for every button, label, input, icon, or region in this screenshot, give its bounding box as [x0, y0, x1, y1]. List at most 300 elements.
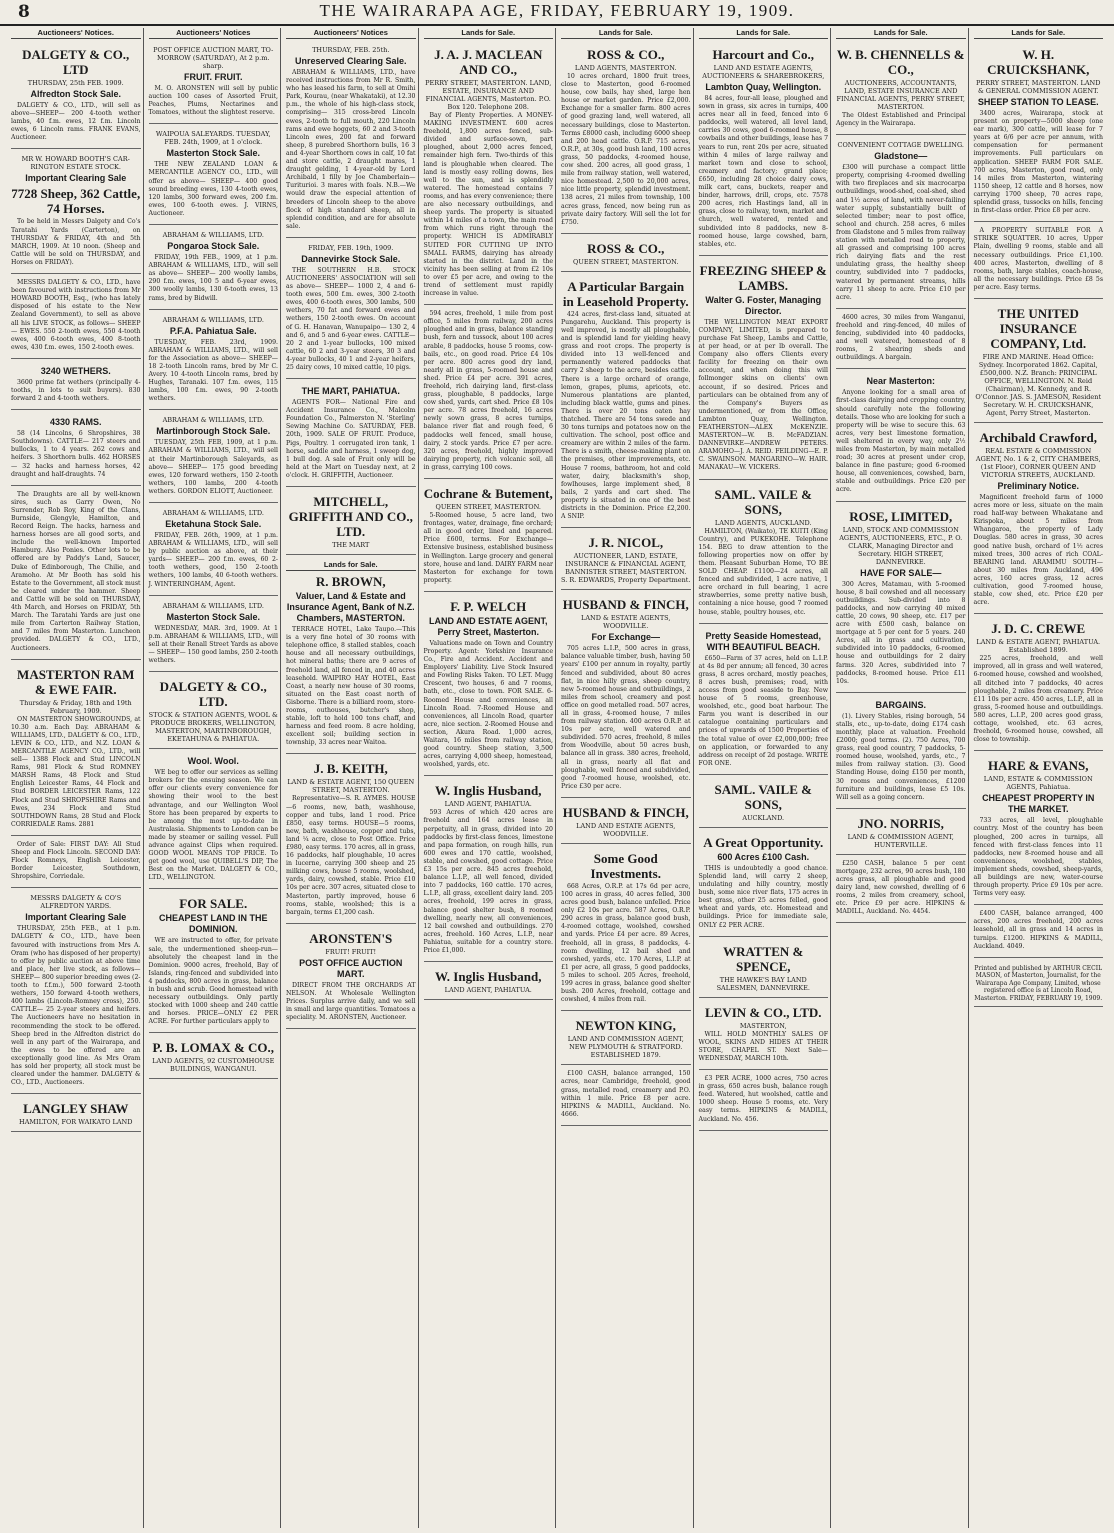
ad-body: [974, 227, 1104, 292]
ad-body-text: Magnificent freehold farm of 1000 acres more or less, situate on the main road half-way between Whakatane and Kirispoka, about 5 miles from Whangaroa, the property of Lady Douglas. 580 acres in grass, 30 acres good native bush, orchard of 1½ acres mixed trees, 300 acres of rich COAL-BEARING land. ARAMIMU SOUTH—about 30 miles from Auckland, 496 acres, 160 acres grass, 12 acres cultivation, good 7-roomed house, stable, cow shed, etc. Price £20 per acre.: [973, 493, 1103, 607]
advertisement: [561, 592, 691, 798]
advertisement: [974, 753, 1104, 905]
ad-body: [699, 95, 829, 249]
ad-body-text: £400 CASH, balance arranged, 400 acres, 200 acres freehold, 200 acres leasehold, all in grass and 14 acres in turnips. £1200. HIPKINS & MADILL, Auckland. 4049.: [973, 910, 1103, 950]
ad-body-text: THIS is undoubtedly a good chance. Splendid land, will carry 2 sheep, undulating and hilly country, mostly bush, some nice river flats, 175 acres in best grass, other 25 acres felled, good wheat and yards, etc. Homestead and buildings. Price for immediate sale, ONLY £2 PER ACRE.: [698, 864, 828, 929]
ad-body-text: WE are instructed to offer, for private sale, the undermentioned sheep-run—absolutely the cheapest land in the Dominion. 9000 acres, freehold, Bay of Islands, ring-fenced and subdivided into 4 paddocks, 800 acres in grass, balance in bush and scrub. Good homestead with necessary outbuildings. Only partly stocked with 1000 sheep and 240 cattle and horses. PRICE—ONLY £2 PER ACRE. For further particulars apply to: [148, 937, 278, 1026]
ad-subheading: Masterton Stock Sale.: [166, 148, 261, 159]
ad-subline: LAND & COMMISSION AGENT, HUNTERVILLE.: [847, 832, 954, 849]
column-8: [971, 28, 1107, 1528]
column-rule: [693, 28, 694, 1528]
ad-body-text: 594 acres, freehold, 1 mile from post office, 5 miles from railway, 200 acres ploughed and in grass, balance standing bush, fern and tussock, about 100 acres arable, 8 paddocks, house 5 rooms, cow-bails, etc., on good road. Price £4 10s per acre. 800 acres good dry land, nearly all in grass, 5-roomed house and shed. Price £4 per acre. 391 acres, freehold, rich dairying land, first-class grass, ploughable, 8 paddocks, large cow shed, yards, cart shed. Price £8 10s per acre. 78 acres freehold, 16 acres newly sown grass, 8 acres turnips, balance river flat and rough feed, 6 paddocks well fenced, small house, dairy, 2 stock yards. Price £7 per acre. 320 acres, freehold, highly improved dairying property, rich volcanic soil, all in grass, carrying 100 cows.: [423, 310, 553, 471]
ad-subline: LAND & ESTATE AGENT, PAHIATUA. Established 1899.: [976, 638, 1101, 655]
ad-subheading: Lambton Quay, Wellington.: [705, 82, 822, 92]
ad-subheading: SHEEP STATION TO LEASE.: [977, 97, 1099, 107]
ad-subheading: CHEAPEST PROPERTY IN THE MARKET.: [982, 793, 1095, 815]
advertisement: [11, 276, 141, 359]
ad-body: [424, 809, 554, 955]
ad-headline: Some Good Investments.: [590, 850, 661, 881]
ad-body: [699, 528, 829, 617]
advertisement: [974, 907, 1104, 957]
advertisement: [11, 361, 141, 410]
ad-body-text: 3600 prime fat wethers (principally 4-tooths, in lots to suit buyers). 830 forward 2 and 4-tooth wethers.: [11, 378, 141, 403]
advertisement: [974, 224, 1104, 299]
ad-body: [11, 279, 141, 352]
ad-subheading: Near Masterton:: [866, 376, 935, 387]
advertisement: [974, 42, 1104, 222]
ad-headline: ROSS & CO.,: [587, 47, 665, 62]
ad-subline: FIRE AND MARINE. Head Office: Sydney. Incorporated 1862. Capital, £500,000. N.Z. Branch: PRINCIPAL OFFICE, WELLINGTON. N. Reid (Chairman), M. Kennedy, and R. O'Connor. JAS. S. JAMESON, Resident Secretary. W. H. CRUICKSHANK, Agent, Perry Street, Masterton.: [975, 352, 1102, 417]
advertisement: [561, 42, 691, 234]
ad-headline: MITCHELL, GRIFFITH AND CO., LTD.: [288, 494, 413, 540]
ad-body-text: DALGETY & CO., LTD., will sell as above—SHEEP— 200 4-tooth wether lambs, 40 f.m. ewes, 12 f.m. Lincoln ewes, 6 Lincoln rams. FRANK EVANS, Auctioneer.: [11, 102, 141, 142]
ad-body: [836, 389, 966, 494]
advertisement: [286, 240, 416, 379]
advertisement: [561, 1067, 691, 1126]
column-7: [833, 28, 969, 1528]
ad-subheading: For Exchange—: [591, 632, 660, 643]
advertisement: [286, 42, 416, 238]
ad-body: [699, 655, 829, 768]
ad-subline: ABRAHAM & WILLIAMS, LTD.: [162, 416, 264, 425]
column-5: [558, 28, 694, 1528]
ad-body-text: 300 Acres, Matamau, with 5-roomed house, 8 bail cowshed and all necessary outbuildings. Sub-divided into 8 paddocks, and now carrying 40 mixed cattle, 20 cows, 90 sheep, etc. £17 per acre with £500 cash, balance on mortgage at 5 per cent for 5 years. 240 Acres, all in grass and cultivation, subdivided into 10 paddocks, 6-roomed house and outbuildings for 2 dairy farms. 320 Acres, subdivided into 7 paddocks, 8-roomed house. Price £11 10s.: [836, 580, 966, 685]
ad-headline: J. R. NICOL,: [588, 535, 664, 551]
ad-body: [561, 645, 691, 791]
ad-subheading: Important Clearing Sale: [25, 173, 127, 184]
ad-body: [561, 1070, 691, 1119]
ad-subline: THURSDAY, FEB. 25th.: [312, 46, 390, 54]
ad-subline: LAND AND COMMISSION AGENT, NEW PLYMOUTH & STRATFORD. ESTABLISHED 1879.: [567, 1035, 684, 1060]
ad-body-text: AGENTS FOR— National Fire and Accident Insurance Co., Malcolm Foundation Co., Palmerston N. 'Sterling' Sewing Machine Co. SATURDAY, FEB. 20th, 1909. SALE OF FRUIT. Produce, Pigs, Poultry. 1 corrugated iron tank, 1 horse, saddle and harness, 1 sweep dog, 1 bull dog. A sale of Fruit only will be held at the Mart on Tuesday next, at 2 o'clock. H. GRIFFITH, Auctioneer.: [286, 399, 416, 479]
ad-body-text: Valuations made on Town and Country Property. Agent: Yorkshire Insurance Co., Fire and Accident. Accident and Employers' Liability. Live Stock Insured and Fowling Risks Taken. TO LET. Mugg Crescent, two houses, 6 and 7 rooms, bath, etc., close to town. FOR SALE. 6-Roomed House and conveniences, all Lincoln Road. 7-Roomed House and conveniences, all Lincoln Road, quarter acre, nice section. 2-Roomed House and section, Akura Road. 1,000 acres, Waitara, 16 miles from railway station, good country. Sheep station, 3,500 acres, carrying 4,000 sheep, homestead, woolshed, yards, etc.: [423, 639, 553, 769]
ad-subline: LAND AGENTS, MASTERTON.: [574, 64, 677, 72]
advertisement: [11, 412, 141, 486]
column-heading: Lands for Sale.: [699, 28, 829, 39]
ad-body-text: The Draughts are all by well-known sires, such as Garry Owen, No Surrender, Rob Roy, King of the Clans, Burnside, Glengyle, Hamilton, and Record Reign. The hacks, harness and harness horses are all good sorts, and include the well-known Imported Hamburg. Also Ponies. Other lots to be offered are by Paddy's Land, Saucer, Duke of Edinborough, The Chilie, and Aramoho. At Mr Booth has sold his Estate to the Government, all stock must be cleared under the hammer. Sheep and Cattle will be sold on THURSDAY, 4th March, and Horses on FRIDAY, 5th March. The Taratahi Yards are just one mile from Carterton Railway Station, and 7 miles from Masterton. Luncheon provided. DALGETY & CO., LTD., Auctioneers.: [11, 490, 141, 652]
ad-body: [149, 85, 279, 117]
advertisement: [149, 751, 279, 889]
ad-body: [11, 841, 141, 881]
advertisement: [149, 1035, 279, 1079]
ad-headline: MASTERTON RAM & EWE FAIR.: [17, 666, 135, 697]
advertisement: [424, 964, 554, 1000]
advertisement: [974, 960, 1104, 1008]
ad-body-text: THURSDAY, 25th FEB., at 1 p.m. DALGETY & CO., LTD., have been favoured with instructions from Mrs A. Oram (who has disposed of her property) to offer by public auction at above time and place, her live stock, as follows— SHEEP— 800 superior breeding ewes (2-tooth to f.f.m.), 500 forward 2-tooth wethers, 150 forward 4-tooth wethers, 400 lambs (Lincoln-Romney cross), 250. CATTLE— 25 2-year steers and heifers. The Auctioneers have no hesitation in recommending the stock to be offered. Sheep bred in the Alfredton district do well in any part of the Wairarapa, and the ewes to be offered are an exceptionally good line. As Mrs Oram has sold her property, all stock must be cleared under the hammer. DALGETY & CO., LTD., Auctioneers.: [11, 925, 141, 1087]
ad-body: [424, 512, 554, 585]
ad-body: [149, 254, 279, 303]
ad-body-text: Bay of Plenty Properties. A MONEY-MAKING INVESTMENT. 600 acres freehold, 1,800 acres fenced, sub-divided and surface-sown, part ploughed, about 2,000 acres fenced, remainder high fern. Two-thirds of this land is ploughable when cleared. The land is mostly easy rolling downs, lies well to the sun, and is splendidly watered. The homestead contains 7 rooms, and has every convenience; there are also necessary outbuildings, and sheep yards. The property is situated within 14 miles of a town, the main road from which runs right through the property. WHICH IS ADMIRABLY SUITED FOR CUTTING UP INTO SMALL FARMS, dairying has already started in the district. Land in the vicinity has been selling at from £2 10s to over £5 per acre, and owing to the trend of settlement must rapidly increase in value.: [423, 112, 553, 298]
ad-headline: WRATTEN & SPENCE,: [723, 943, 804, 974]
ad-body-text: £3 PER ACRE, 1000 acres, 750 acres in grass, 650 acres bush, balance rough feed. Watered, hut woolshed, cattle and 1000 sheep. House 5 rooms, etc. Very easy terms. HIPKINS & MADILL, Auckland. No. 456.: [698, 1075, 828, 1123]
advertisement: [699, 42, 829, 256]
section-heading: Lands for Sale.: [286, 560, 416, 571]
ad-subheading: CHEAPEST LAND IN THE DOMINION.: [158, 913, 268, 935]
advertisement: [561, 236, 691, 272]
ad-body-text: 668 Acres, O.R.P. at 17s 6d per acre, 100 acres in grass, 40 acres felled, 300 acres good bush, balance unfelled. Price only £2 10s per acre. 587 Acres, O.R.P. 290 acres in grass, balance good bush, 4-roomed cottage, woolshed, cowshed and yards. Price £4 per acre. 89 Acres, freehold, all in grass, 8 paddocks, 4-room dwelling, 12 bail shed and cowshed, yards, etc. 170 Acres, L.I.P. at £1 per acre, all grass, 5 good paddocks, 5 miles to school. 205 Acres, freehold, 199 acres in grass, balance good shelter bush. 200 Acres, freehold, cottage and cowshed, 4 miles from rail.: [561, 882, 691, 1004]
ad-body: [286, 399, 416, 480]
ad-body-text: FRIDAY, 19th FEB., 1909, at 1 p.m. ABRAHAM & WILLIAMS, LTD., will sell as above— SHEEP— 200 woolly lambs, 290 f.m. ewes, 100 5 and 6-year ewes, 300 woolly lambs, 130 6-tooth ewes, 13 rams, bred by Bidwill.: [148, 254, 278, 302]
ad-headline: Archibald Crawford,: [979, 429, 1097, 445]
ad-subline: POST OFFICE AUCTION MART, TO-MORROW (SATURDAY), At 2 p.m. sharp.: [153, 46, 274, 70]
advertisement: [699, 626, 829, 775]
ad-body: [836, 860, 966, 917]
ad-body: [149, 625, 279, 665]
ad-subline: Thursday & Friday, 18th and 19th February, 1909.: [19, 698, 132, 715]
ad-body: [974, 494, 1104, 607]
ad-body-text: 705 acres L.I.P., 500 acres in grass, balance valuable timber, bush, having 50 years' £100 per annum in royalty, partly fenced and subdivided, about 80 acres flat, in nice hilly grass, sheep country, new 5-roomed house and outbuildings, 2 miles from school, creamery and post office on good metalled road. 507 acres, all in grass, 4-roomed house, 7 miles from railway station. 400 acres O.R.P. at 10s per acre, well watered and subdivided. 570 acres, freehold, 8 miles from Woodville, about 50 acres bush, balance all in grass. 380 acres, freehold, all in grass, nearly all flat and ploughable, well fenced and subdivided, good 7-roomed house, woolshed, etc. Price £30 per acre.: [561, 645, 691, 790]
ad-subline: REAL ESTATE & COMMISSION AGENT, No. 1 & 2, CITY CHAMBERS, (1st Floor), CORNER QUEEN AND VICTORIA STREETS, AUCKLAND.: [975, 446, 1101, 479]
column-3: [283, 28, 419, 1528]
advertisement: [11, 662, 141, 836]
ad-subheading: LAND AND ESTATE AGENT, Perry Street, Masterton.: [429, 615, 548, 637]
ad-body: [286, 69, 416, 231]
ad-body-text: £300 will purchase a compact little property, comprising 4-roomed dwelling with two fireplaces and six macrocarpa outbuildings, wood-shed, coal-shed, shed and 1½ acres of land, with never-failing water supply, substantially built of selected timber; near to post office, school and church. 258 acres, 6 miles from Gladstone and 5 miles from railway station with metalled road to property, all grassed and comprising 100 acres rich dairying flats and the rest undulating grass, the healthy sheep country, subdivided into 7 paddocks, watered by permanent streams, hills carry 11 sheep to acre. Price £10 per acre.: [836, 164, 966, 301]
ad-subline: HAMILTON, FOR WAIKATO LAND: [19, 1118, 133, 1127]
ad-subheading: Pongaroa Stock Sale.: [167, 241, 260, 252]
ad-body-text: £100 CASH, balance arranged, 150 acres, near Cambridge, freehold, good grass, metalled road, creamery and P.O. within 1 mile. Price £8 per acre. HIPKINS & MADILL, Auckland. No. 4666.: [561, 1070, 691, 1118]
advertisement: [424, 481, 554, 592]
ad-subline: LAND AND ESTATE AGENTS, AUCTIONEERS & SHAREBROKERS,: [702, 64, 825, 80]
ad-body-text: To be held in Messrs Dalgety and Co's Taratahi Yards (Carterton), on THURSDAY & FRIDAY, 4th and 5th MARCH, 1909. At 10 noon. (Sheep and Cattle will be sold on THURSDAY, and Horses on FRIDAY).: [11, 218, 141, 266]
advertisement: [561, 530, 691, 590]
ad-body-text: 424 acres, first-class land, situated at Pungarehu, Auckland. This property is well improved, is mostly all ploughable, and is splendid land for yielding heavy grass and root crops. The property is divided into 13 well-fenced and permanently watered paddocks that carry 2 sheep to the acre, besides cattle. There is a large orchard of orange, lemon, grapes, plums, apricots, etc. Numerous plantations are planted, including black wattle, gums and pines. There is over 20 tons oaten hay thatched. There are 54 tons swede and 30 tons turnips and potatoes now on the cultivation. The school, post office and creamery are within 2 miles of the farm. There is a smith, cheese-making plant on the premises, other improvements, etc. House 7 rooms, bathroom, hot and cold water, dairy, blacksmith's shop, fowlhouses, large implement shed, 8 bails, 2 yards and cart shed. The property is situated in one of the best districts in the Dominion. Price £2,200. A SNIP.: [561, 310, 691, 521]
advertisement: [424, 778, 554, 962]
advertisement: [424, 594, 554, 777]
ad-subline: MR W. HOWARD BOOTH'S CAR-RINGTON ESTATE STOCK.: [21, 155, 130, 172]
ad-subheading: Valuer, Land & Estate and Insurance Agent, Bank of N.Z. Chambers, MASTERTON.: [286, 591, 415, 624]
advertisement: [836, 311, 966, 370]
column-2: [146, 28, 282, 1528]
ad-subline: PERRY STREET, MASTERTON. LAND, ESTATE, INSURANCE AND FINANCIAL AGENTS, Masterton. P.O. Box 120. Telephone 208.: [425, 79, 552, 111]
ad-body-text: Representative—S. R. AYMES. HOUSE—6 rooms, new, bath, washhouse, copper and tubs, land 1 rood. Price £850, easy terms. HOUSE—5 rooms, new, bath, washhouse, copper and tubs, land ¼ acre, close to Post Office. Price £980, easy terms. 170 acres, all in grass, 16 paddocks, half ploughable, 10 acres in lucerne, carrying 300 sheep and 25 milking cows, house 5 rooms, woolshed, yards, dairy, cowshed, stable. Price £10 10s per acre. 307 acres, situated close to Masterton, partly improved, house 6 rooms, stable, woolshed; this is a bargain, terms £1,200 cash.: [286, 795, 416, 916]
ad-subline: PERRY STREET, MASTERTON. LAND & GENERAL COMMISSION AGENT.: [976, 79, 1101, 95]
ad-subheading: Walter G. Foster, Managing Director.: [705, 294, 822, 316]
ad-body: [836, 314, 966, 363]
ad-body: [11, 491, 141, 653]
masthead: [0, 0, 1114, 26]
ad-subline: FRIDAY, FEB. 19th, 1909.: [308, 243, 394, 252]
advertisement: [286, 557, 416, 754]
column-rule: [143, 28, 144, 1528]
ad-body: [561, 883, 691, 1004]
ad-body: [424, 112, 554, 298]
ad-headline: DALGETY & CO., LTD.: [159, 679, 267, 710]
ad-headline: HUSBAND & FINCH,: [562, 597, 689, 613]
advertisement: [836, 695, 966, 809]
ad-body-text: The Oldest Established and Principal Agency in the Wairarapa.: [836, 112, 966, 128]
ad-body-text: WILL HOLD MONTHLY SALES OF WOOL, SKINS AND HIDES AT THEIR STORE, CHAPEL ST. Next Sale— WEDNESDAY, MARCH 10th.: [698, 1030, 828, 1062]
advertisement: [699, 258, 829, 480]
ad-body-text: 84 acres, four-all lease, ploughed and sown in grass, six acres in turnips, 400 acres near all in feed, fenced into 6 paddocks, well watered, all level land, carries 30 cows, good 6-roomed house, 8 cowbails and other buildings, lease has 7 years to run, rent 20s per acre, situated within 4 miles of large railway and market town and close to school, creamery and factory; grand place; £650, including 28 choice dairy cows, milk cart, cans, buckets, reaper and binder, harrows, drill, crops, etc. 7578 200 acres, rich Hastings land, all in grass, close to railway, town, market and church, well watered, rented and subdivided into 8 paddocks, new 8-roomed house, large cowshed, barn, stables, etc.: [698, 95, 828, 248]
ad-subheading: P.F.A. Pahiatua Sale.: [169, 325, 257, 336]
ad-headline: A Particular Bargain in Leasehold Property.: [562, 278, 689, 309]
ad-body: [699, 319, 829, 473]
ad-headline: LANGLEY SHAW: [23, 1101, 129, 1117]
ad-body-text: M. O. ARONSTEN will sell by public auction 100 cases of Assorted Fruit, Peaches, Plums, Nectarines and Tomatoes, without the slightest reserve.: [148, 85, 278, 117]
ad-body: [149, 937, 279, 1026]
advertisement: [699, 830, 829, 937]
ad-body: [149, 161, 279, 218]
ad-body-text: Order of Sale: FIRST DAY: All Stud Sheep and Flock Lincoln. SECOND DAY: Flock Romneys, English Leicester, Border Leicester, Southdown, Shropshire, Corriedale.: [11, 840, 141, 881]
ad-headline: J. A. J. MACLEAN AND CO.,: [434, 47, 543, 77]
ad-body-text: WEDNESDAY, MAR. 3rd, 1909. At 1 p.m. ABRAHAM & WILLIAMS, LTD., will sell at their Renall Street Yards as above— SHEEP— 150 good lambs, 250 2-tooth wethers.: [148, 624, 278, 665]
ad-body-text: 225 acres, freehold, and well improved, all in grass and well watered, 6-roomed house, cowshed and woolshed, all ditched into 7 paddocks, 40 acres ploughable, 2 miles from creamery. Price £11 10s per acre. 450 acres, L.I.P., all in grass, 5-roomed house and outbuildings. 580 acres, L.I.P., 200 acres good grass, cottage, woolshed, etc. 63 acres, freehold, 6-roomed house, cowshed, all close to township.: [973, 655, 1103, 744]
ad-headline: FOR SALE.: [179, 896, 248, 912]
advertisement: [149, 312, 279, 411]
advertisement: [149, 891, 279, 1033]
ad-subline: THURSDAY, 25th FEB. 1909.: [27, 79, 124, 87]
ad-body: [149, 339, 279, 404]
ad-body-text: MESSRS DALGETY & CO., LTD., have been favoured with instructions from Mr HOWARD BOOTH, Esq., (who has lately disposed of his estate to the New Zealand Government), to sell as above all his LIVE STOCK, as follows— SHEEP— EWES. 550 2-tooth ewes, 550 4-tooth ewes, 400 6-tooth ewes, 400 8-tooth ewes, 430 f.m. ewes, 150 2-tooth ewes.: [11, 279, 141, 351]
ad-body-text: 10 acres orchard, 1800 fruit trees, close to Masterton, good 6-roomed house, cow bails, hay shed, large hen house or market garden. Price £2,000. Exchange for a smaller farm. 800 acres of good grazing land, well watered, all necessary buildings, close to Masterton. Terms £8000 cash, including 6000 sheep and 200 head cattle. O.R.P. 715 acres, O.R.P., at 30s, good bush land, 100 acres grass, 50 paddocks, 4-roomed house, cow shed. 200 acres, all good grass, 1 mile from railway station, well watered, nice homestead. 2,500 to 20,000 acres, nice little property, splendid investment. 138 acres, 21 miles from township, 100 acres grass, fenced, now being run as private dairy factory. Will sell the lot for £750.: [561, 73, 691, 226]
ad-subline: QUEEN STREET, MASTERTON.: [573, 257, 679, 266]
ad-subheading: Eketahuna Stock Sale.: [165, 519, 262, 529]
column-6: [696, 28, 832, 1528]
ad-body: [11, 218, 141, 267]
ad-body: [11, 102, 141, 142]
advertisement: [561, 800, 691, 844]
ad-body: [11, 430, 141, 479]
advertisement: [836, 42, 966, 135]
column-rule: [280, 28, 281, 1528]
column-rule: [418, 28, 419, 1528]
ad-headline: SAML. VAILE & SONS,: [714, 486, 812, 517]
ad-subline: STOCK & STATION AGENTS, WOOL & PRODUCE BROKERS, WELLINGTON, MASTERTON, MARTINBOROUGH, EKETAHUNA & PAHIATUA.: [148, 711, 278, 744]
ad-body: [11, 925, 141, 1087]
advertisement: [286, 489, 416, 555]
ad-headline: FREEZING SHEEP & LAMBS.: [699, 262, 827, 293]
advertisement: [286, 926, 416, 1029]
ad-subline: LAND AGENT, PAHIATUA.: [444, 986, 532, 995]
ad-headline: Harcourt and Co.,: [712, 47, 815, 62]
column-heading: Auctioneers' Notices: [149, 28, 279, 39]
advertisement: [286, 381, 416, 487]
advertisement: [149, 412, 279, 503]
ad-subheading: Dannevirke Stock Sale.: [301, 253, 401, 264]
ad-body-text: £250 CASH, balance 5 per cent mortgage, 232 acres, 90 acres bush, 180 acres grass, all ploughable and good dairy land, new cowshed, dwelling of 6 rooms, 2 miles from creamery, school, etc. Price £9 per acre. HIPKINS & MADILL, Auckland. No. 4454.: [836, 859, 966, 916]
ad-body: [836, 713, 966, 802]
ad-subline: AUCTIONEERS, ACCOUNTANTS, LAND, ESTATE INSURANCE AND FINANCIAL AGENTS, PERRY STREET, MASTERTON.: [836, 79, 965, 111]
ad-headline: Cochrane & Butement,: [423, 486, 553, 502]
ad-subheading: FRUIT. FRUIT.: [184, 72, 243, 82]
ad-body-text: (1). Livery Stables, rising borough, 54 stalls, etc., up-to-date, doing £174 cash monthly, place at valuation. Freehold £2000; good terms. (2). 750 Acres, 700 grass, real good country, 7 paddocks, 5-roomed house, woolshed, yards, etc., 7 miles from railway station. (3). Good Standing House, doing £150 per month, 30 rooms and conveniences, £1200 furniture and buildings, lease £5 10s. Will sell as a going concern.: [836, 712, 966, 801]
ad-body-text: 733 acres, all level, ploughable country. Most of the country has been ploughed, 200 acres in turnips, all fenced with first-class fences into 11 paddocks, new 8-roomed house and all conveniences, woolshed, stables, implement sheds, cowshed, sheep-yards, all buildings are new, water-course through property. Price £9 10s per acre. Terms very easy.: [973, 817, 1103, 898]
advertisement: [836, 857, 966, 924]
ad-subheading: HAVE FOR SALE—: [860, 567, 942, 578]
ad-subline: ABRAHAM & WILLIAMS, LTD.: [162, 231, 264, 240]
ad-body-text: DIRECT FROM THE ORCHARDS AT NELSON. At Wholesale Wellington Prices. Surplus arrive daily, and we sell in small and large quantities. Tomatoes a speciality. M. ARONSTEN, Auctioneer.: [286, 981, 416, 1022]
ad-headline: A Great Opportunity.: [703, 834, 824, 850]
ad-subline: ABRAHAM & WILLIAMS, LTD.: [162, 315, 264, 324]
ad-subline: LAND, ESTATE & COMMISSION AGENTS, Pahiatua.: [983, 775, 1093, 792]
ad-headline: W. Inglis Husband,: [435, 783, 542, 799]
advertisement: [149, 598, 279, 672]
advertisement: [11, 838, 141, 888]
ad-body: [11, 379, 141, 403]
ad-body: [974, 817, 1104, 898]
ad-body-text: HAMILTON, (Waikato), TE KUITI (King Country), and PUKEKOHE. Telephone 154. BEG to draw attention to the following properties now on offer by them. Pleasant Suburban Home, TO BE SOLD CHEAP. £1100—24 acres, all fenced and subdivided, 1 acre native, 1 acre orchard in full bearing, 1 acre strawberries, some pretty native bush, containing a nice house, good 7 roomed house, stable, poultry houses, etc.: [698, 527, 828, 616]
ad-subheading: BARGAINS.: [875, 699, 926, 710]
ad-headline: DALGETY & CO., LTD: [22, 47, 130, 77]
column-heading: Lands for Sale.: [424, 28, 554, 39]
advertisement: [149, 126, 279, 225]
column-heading: Lands for Sale.: [836, 28, 966, 39]
ad-body: [699, 865, 829, 930]
ad-body: [836, 581, 966, 686]
ad-headline: HARE & EVANS,: [987, 758, 1089, 774]
ad-body: [286, 982, 416, 1022]
ad-subline: AUCTIONEER, LAND, ESTATE, INSURANCE & FINANCIAL AGENT, BANNISTER STREET, MASTERTON. S. R. EDWARDS, Property Department.: [561, 552, 691, 585]
ad-body-text: TUESDAY, 25th FEB, 1909, at 1 p.m. ABRAHAM & WILLIAMS, LTD., will sell at their Martinborough Saleyards, as above— SHEEP— 175 good breeding ewes, 120 forward wethers, 150 2-tooth wethers, 100 lambs, 200 4-tooth wethers. GORDON ELIOTT, Auctioneer.: [148, 439, 278, 495]
ad-body: [11, 716, 141, 829]
ad-body: [149, 769, 279, 882]
ad-subline: LAND & ESTATE AGENTS, WOODVILLE.: [581, 614, 671, 631]
ad-body-text: 593 Acres of which 420 acres are freehold and 164 acres lease in perpetuity, all in grass, divided into 20 paddocks by first-class fences, limestone and papa formation, on rough hills, run 600 ewes and 170 cattle, woolshed, stable, and cowshed, good cottage. Price £3 15s per acre. 845 acres freehold, balance L.I.P., all well fenced, divided into 7 paddocks, 160 cattle. 170 acres, L.I.P., all grass, excellent dairy land. 205 acres, freehold, 199 acres in grass, balance good shelter bush, 8 roomed dwelling, nearly new, all conveniences, 12 bail cowshed and outbuildings. 270 acres, freehold. 160 Acres, L.I.P., near Pahiatua, suitable for a country store. Price £1,000.: [423, 809, 553, 954]
ad-subline: THE HAWKE'S BAY LAND SALESMEN, DANNEVIRKE.: [716, 975, 810, 992]
ad-headline: ROSS & CO.,: [587, 240, 665, 256]
ad-body: [699, 1031, 829, 1063]
advertisement: [11, 890, 141, 1094]
advertisement: [699, 1000, 829, 1070]
ad-subheading: 3240 WETHERS.: [40, 365, 111, 376]
advertisement: [836, 504, 966, 693]
column-heading: Auctioneers' Notices: [286, 28, 416, 39]
ad-body-text: ON MASTERTON SHOWGROUNDS, at 10.30 a.m. Each Day. ABRAHAM & WILLIAMS, LTD., DALGETY & CO., LTD., LEVIN & CO., LTD., and N.Z. LOAN & MERCANTILE AGENCY CO., LTD., will sell— 1388 Flock and Stud LINCOLN Rams, 981 Flock & Stud ROMNEY MARSH Rams, 48 Flock and Stud English Leicester Rams, 44 Flock and Stud BORDER LEICESTER Rams, 122 Flock and Stud SHROPSHIRE Rams and Ewes, 234 Flock and Stud SOUTHDOWN Rams, 28 Stud and Flock CORRIEDALE Rams. 2881: [11, 715, 141, 828]
advertisement: [836, 137, 966, 309]
ad-subline: LAND AGENTS, 92 CUSTOMHOUSE BUILDINGS, WANGANUI.: [152, 1057, 275, 1074]
ad-body-text: A PROPERTY SUITABLE FOR A STRIKE SQUATTER. 10 acres, Upper Plain, dwelling 9 rooms, stable and all necessary outbuildings. Price £1,100. 400 acres, Masterton, dwelling of 8 rooms, bath, large stables, coach-house, all the necessary buildings. Price £8 5s per acre. Easy terms.: [973, 227, 1103, 291]
advertisement: [561, 274, 691, 528]
ad-body: [286, 267, 416, 372]
ad-body-text: ABRAHAM & WILLIAMS, LTD., have received instructions from Mr R. Smith, who has leased his farm, to sell at Omihi Park, Kourau, (near Whakataki), at 12.30 p.m., the whole of his high-class stock, comprising— 315 cross-bred Lincoln ewes, 2-tooth to full mouth, 220 Lincoln rams and ewe hoggets, 60 2 and 3-tooth Lincoln ewes, 200 fat and forward sheep, 8 purebred Shorthorn bulls, 16 3 and 4-year Shorthorn cows in calf, 10 fat and store cattle, 2 draught mares, 1 draught gelding, 1 4-year-old by Lord Archibald, 1 filly by Joe Chamberlain—Turiturioi. 3 mares with foals. N.B.—We would draw the especial attention of breeders of Lincoln sheep to the above flock of high standard sheep, all in splendid condition, and are for absolute sale.: [286, 69, 416, 230]
ad-headline: THE UNITED INSURANCE COMPANY, Ltd.: [990, 305, 1087, 351]
ad-subline: AUCKLAND.: [742, 813, 785, 822]
ad-body: [836, 112, 966, 128]
column-4: [421, 28, 557, 1528]
advertisement: [699, 482, 829, 624]
ad-subheading: Alfredton Stock Sale.: [30, 89, 122, 99]
ad-headline-secondary: 7728 Sheep, 362 Cattle, 74 Horses.: [11, 186, 141, 217]
column-1: [8, 28, 144, 1528]
advertisement: [836, 811, 966, 855]
ad-headline: J. D. C. CREWE: [991, 621, 1086, 637]
ad-subline: LAND AGENT, PAHIATUA.: [444, 800, 532, 809]
advertisement: [699, 777, 829, 828]
ad-body: [149, 439, 279, 496]
ad-body: [286, 626, 416, 747]
column-heading: Lands for Sale.: [561, 28, 691, 39]
ad-subline: MASTERTON,: [739, 1021, 787, 1030]
ad-body: [836, 164, 966, 302]
ad-subline: MESSRS DALGETY & CO'S ALFREDTON YARDS.: [30, 894, 122, 911]
ad-body: [974, 910, 1104, 950]
ad-body: [974, 655, 1104, 744]
newspaper-title: THE WAIRARAPA AGE, FRIDAY, FEBRUARY 19, 1909.: [319, 1, 795, 20]
advertisement: [974, 301, 1104, 423]
ad-headline: ARONSTEN'S: [309, 930, 393, 946]
ad-subheading: THE MART, PAHIATUA.: [301, 386, 400, 397]
advertisement: [11, 42, 141, 149]
ad-body: [974, 110, 1104, 215]
ad-body: [561, 311, 691, 521]
advertisement: [11, 488, 141, 660]
ad-body-text: £650—Farm of 37 acres, held on L.I.P. at 4s 8d per annum; all fenced, 30 acres grass, 8 acres orchard, mostly peaches, 8 acres bush, premises; road, with access from good seaside to Bay. New house of 5 rooms, greenhouse, woolshed, etc., good boat harbour. The Farm you want is described in our catalogue containing particulars and prices of upwards of 1500 Properties of the total value of over £2,000,000; free on application, or forwarded to any address on receipt of 2d postage. WRITE FOR ONE.: [698, 654, 828, 767]
advertisement: [561, 846, 691, 1011]
ad-body-text: WE beg to offer our services as selling brokers for the ensuing season. We can offer our clients every convenience for showing their wool to the best advantage, and our Wellington Wool Store has been prepared by experts to be among the most up-to-date in Australasia. Shipments to London can be made by steamer or sailing vessel. Full advance against Clips when required. GOOD WOOL MEANS TOP PRICE. To get good wool, use QUIBELL'S DIP, The Best on the Market. DALGETY & CO., LTD., WELLINGTON.: [148, 769, 278, 882]
ad-body-text: Anyone looking for a small area of first-class dairying and cropping country, should carefully note the following details. Those who are looking for such a property will be wise to secure this. 63 acres, very best limestone formation, well sheltered in every way, only 2½ miles from Masterton, by main metalled road; 30 acres at present under crop, balance in fine pasture; good 6-roomed house, all conveniences, cowshed, barn, stable and outbuildings. Price £20 per acre.: [836, 389, 966, 494]
advertisement: [149, 505, 279, 596]
column-heading: Auctioneers' Notices.: [11, 28, 141, 39]
ad-headline: R. BROWN,: [315, 574, 386, 590]
ad-body-text: 3400 acres, Wairarapa, stock at present on property—5000 sheep (one ear mark), 300 cattle, will lease for 7 years at 6/6 per acre per annum, with compensation for permanent improvements. Full particulars on application. SHEEP FARM FOR SALE. 700 acres, Masterton, good road, only 14 miles from Masterton, wintering 1150 sheep, 12 cattle and 8 horses, now carrying 1700 sheep, 70 acres rape, splendid grass, tussocks on hills, fencing in first-class order. Price £8 per acre.: [973, 110, 1103, 215]
ad-body: [424, 640, 554, 770]
ad-headline: W. H. CRUICKSHANK,: [987, 47, 1090, 77]
ad-subline: FRUIT! FRUIT!: [325, 947, 377, 956]
ad-headline: P. B. LOMAX & CO.,: [152, 1040, 275, 1056]
advertisement: [699, 939, 829, 998]
advertisement: [974, 425, 1104, 614]
ad-subline: ABRAHAM & WILLIAMS, LTD.: [162, 601, 264, 610]
ad-subline: LAND & ESTATE AGENT, 150 QUEEN STREET, MASTERTON.: [287, 778, 415, 795]
ad-subheading: Martinborough Stock Sale.: [156, 426, 271, 437]
column-heading: Lands for Sale.: [974, 28, 1104, 39]
ad-subline: WAIPOUA SALEYARDS. TUESDAY, FEB. 24th, 1909, at 1 o'clock.: [155, 130, 271, 147]
ad-subheading: Gladstone—: [874, 151, 928, 162]
advertisement: [699, 1072, 829, 1131]
ad-subline: ABRAHAM & WILLIAMS, LTD.: [162, 509, 264, 517]
advertisement: [149, 42, 279, 124]
page-number: 8: [18, 2, 30, 22]
ad-body-text: TERRACE HOTEL, Lake Taupo.—This is a very fine hotel of 30 rooms with telephone office, 8 stalled stables, coach house and all necessary outbuildings, hot mineral baths; there are 9 acres of freehold land, all fenced in, and 40 acres leasehold. WAIPIRO HAY HOTEL, East Coast, a nearly new house of 30 rooms, situated on the East coast north of Gisborne. There is a billiard room, store-rooms, outhouses, butcher's shop, stable, loft to hold 100 tons chaff, and harness and feed room. 8 acre holding, excellent soil; building section in township, 33 acres near Waitoa.: [286, 626, 416, 747]
ad-body: [424, 310, 554, 472]
ad-subline: LAND, STOCK AND COMMISSION AGENTS, AUCTIONEERS, ETC., P. O. CLARK, Managing Director and Secretary. HIGH STREET, DANNEVIRKE.: [839, 525, 963, 566]
ad-subheading: Unreserved Clearing Sale.: [294, 56, 407, 66]
ad-body: [286, 795, 416, 916]
ad-body-text: THE SOUTHERN H.B. STOCK AUCTIONEERS' ASSOCIATION will sell as above— SHEEP— 1000 2, 4 and 6-tooth ewes, 500 f.m. ewes, 300 2-tooth ewes, 400 6-tooth ewes, 300 lambs, 500 wethers, 70 fat and forward ewes and wethers, 150 2-tooth ewes. On account of G. H. Hanavan, Wanupaipo— 130 2, 4 and 6, and 5 and 6-year ewes. CATTLE— 20 2 and 1-year bullocks, 100 mixed cattle, 60 2 and 3-year steers, 30 3 and 4-year bullocks, 40 1 and 2-year heifers, 25 dairy cows, 10 mixed cattle, 10 pigs.: [286, 266, 416, 371]
column-rule: [555, 28, 556, 1528]
ad-headline: W. Inglis Husband,: [435, 969, 542, 985]
advertisement: [836, 371, 966, 501]
ad-body-text: THE WELLINGTON MEAT EXPORT COMPANY, LIMITED, is prepared to purchase Fat Sheep, Lambs and Cattle, at per head, or at per lb overall. The Company also offers Clients every facility for freezing on their own account, and when doing this will follmonger skins on clients' own account, if so desired. Prices and particulars can be obtained from any of the Company's Buyers as undermentioned, or from the Office, Lambton Quay, Wellington. FEATHERSTON—ALEX McKENZIE. MASTERTON—W. B. McFADZIAN. DANNEVIRKE—ANDREW PETERS. ARAMOHO—J. A. REID. FEILDING—E. P. C. SWAINSON. MANGARINO—W. HAIR. MANAKAU—W. VICKERS.: [698, 318, 828, 472]
imprint-note: Printed and published by ARTHUR CECIL MASON, of Masterton, Journalist, for the Wairarapa Age Company, Limited, whose registered office is at Lincoln Road, Masterton. FRIDAY, FEBRUARY 19, 1909.: [974, 964, 1103, 1002]
advertisement: [424, 307, 554, 479]
ad-body-text: TUESDAY, FEB. 23rd, 1909. ABRAHAM & WILLIAMS, LTD., will sell for the Association as above— SHEEP— 18 2-tooth Lincoln rams, bred by Mr C. Avery. 10 4-tooth Lincoln rams, bred by Hughes, Taranaki. 107 f.m. ewes, 115 lambs, 100 f.m. ewes, 90 2-tooth wethers.: [148, 338, 278, 403]
ad-headline: W. B. CHENNELLS & CO.,: [836, 47, 965, 77]
ad-subline: THE MART: [332, 541, 370, 550]
ad-subheading: 4330 RAMS.: [49, 417, 102, 428]
ad-subline: CONVENIENT COTTAGE DWELLING.: [837, 141, 964, 150]
ad-body: [561, 73, 691, 227]
ad-body-text: 5-Roomed house, 5 acre land, two frontages, water, drainage, fine orchard; all in good order, lined and papered. Price £600, terms. For Exchange—Extensive business, established business in Wellington. Large grocery and general store, house and land. DAIRY FARM near Masterton for exchange for town property.: [423, 512, 553, 584]
ad-headline: J. B. KEITH,: [313, 761, 388, 777]
ad-headline: NEWTON KING,: [575, 1018, 676, 1034]
ad-headline: SAML. VAILE & SONS,: [714, 781, 812, 812]
ad-subheading: Pretty Seaside Homestead, WITH BEAUTIFUL BEACH.: [705, 630, 822, 652]
ad-subheading: Masterton Stock Sale.: [166, 611, 261, 622]
advertisement: [286, 756, 416, 923]
ad-subheading: POST OFFICE AUCTION MART.: [299, 957, 403, 979]
advertisement: [974, 616, 1104, 751]
advertisement: [424, 42, 554, 305]
advertisement: [149, 227, 279, 310]
ad-subheading: Preliminary Notice.: [997, 480, 1080, 491]
ad-body: [699, 1075, 829, 1124]
columns-area: [8, 28, 1108, 1528]
ad-subheading: Wool. Wool.: [187, 756, 239, 767]
ad-body-text: 4600 acres, 30 miles from Wanganui, freehold and ring-fenced, 40 miles of fencing, subdivided into 40 paddocks, and well watered, homestead of 8 rooms, 2 shearing sheds and outbuildings. A bargain.: [836, 313, 966, 362]
column-rule: [968, 28, 969, 1528]
